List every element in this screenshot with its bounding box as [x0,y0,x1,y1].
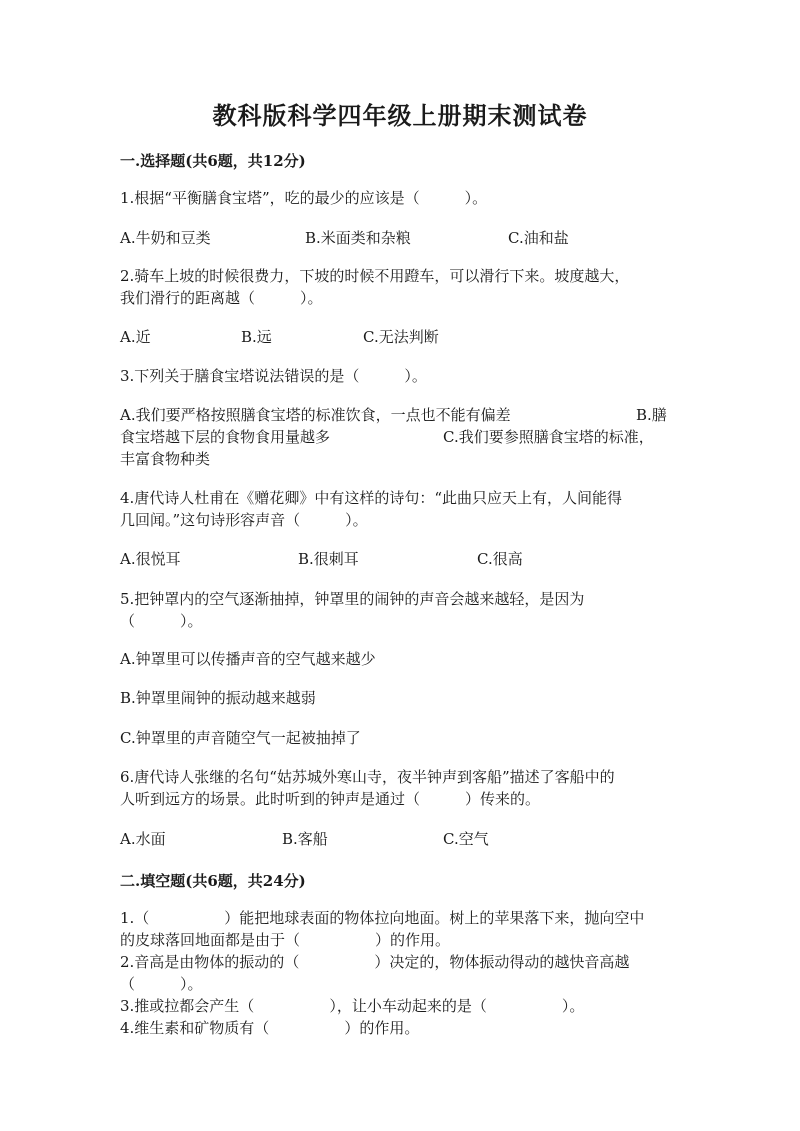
q3-option-b-cont: 食宝塔越下层的食物食用量越多 [120,428,331,446]
q5-option-a: A.钟罩里可以传播声音的空气越来越少 [120,650,376,668]
fill-line-6: 4.维生素和矿物质有（ ）的作用。 [120,1019,420,1037]
question-5-line-2: （ ）。 [120,612,203,630]
q5-option-c: C.钟罩里的声音随空气一起被抽掉了 [120,729,361,747]
question-6-line-2: 人听到远方的场景。此时听到的钟声是通过（ ）传来的。 [120,790,541,808]
q6-option-a: A.水面 [120,830,166,848]
q1-option-b: B.米面类和杂粮 [305,229,411,247]
q1-option-a: A.牛奶和豆类 [120,229,211,247]
q4-option-b: B.很刺耳 [298,550,359,568]
q6-option-c: C.空气 [443,830,489,848]
question-6-line-1: 6.唐代诗人张继的名句“姑苏城外寒山寺，夜半钟声到客船”描述了客船中的 [120,768,615,786]
fill-line-1: 1.（ ）能把地球表面的物体拉向地面。树上的苹果落下来，抛向空中 [120,909,645,927]
question-5-line-1: 5.把钟罩内的空气逐渐抽掉，钟罩里的闹钟的声音会越来越轻，是因为 [120,590,585,608]
q3-option-a: A.我们要严格按照膳食宝塔的标准饮食，一点也不能有偏差 [120,406,511,424]
question-4-line-2: 几回闻。”这句诗形容声音（ ）。 [120,511,368,529]
q2-option-a: A.近 [120,328,151,346]
q4-option-c: C.很高 [477,550,523,568]
q1-option-c: C.油和盐 [508,229,569,247]
q4-option-a: A.很悦耳 [120,550,181,568]
question-3: 3.下列关于膳食宝塔说法错误的是（ ）。 [120,367,427,385]
question-2-line-2: 我们滑行的距离越（ ）。 [120,289,323,307]
section-heading-choice: 一.选择题(共6题，共12分) [120,152,306,170]
q3-option-b: B.膳 [636,406,667,424]
page-title: 教科版科学四年级上册期末测试卷 [212,101,588,130]
fill-line-4: （ ）。 [120,975,203,993]
fill-line-5: 3.推或拉都会产生（ ），让小车动起来的是（ ）。 [120,997,585,1015]
q2-option-b: B.远 [241,328,272,346]
q3-option-c-cont: 丰富食物种类 [120,450,211,468]
q5-option-b: B.钟罩里闹钟的振动越来越弱 [120,689,316,707]
fill-line-3: 2.音高是由物体的振动的（ ）决定的，物体振动得动的越快音高越 [120,953,630,971]
question-2-line-1: 2.骑车上坡的时候很费力，下坡的时候不用蹬车，可以滑行下来。坡度越大， [120,267,630,285]
q3-option-c: C.我们要参照膳食宝塔的标准， [443,428,654,446]
question-4-line-1: 4.唐代诗人杜甫在《赠花卿》中有这样的诗句：“此曲只应天上有，人间能得 [120,489,622,507]
q2-option-c: C.无法判断 [363,328,439,346]
q6-option-b: B.客船 [282,830,328,848]
fill-line-2: 的皮球落回地面都是由于（ ）的作用。 [120,931,451,949]
section-heading-fill-in: 二.填空题(共6题，共24分) [120,872,306,890]
question-1: 1.根据“平衡膳食宝塔”，吃的最少的应该是（ ）。 [120,189,488,207]
